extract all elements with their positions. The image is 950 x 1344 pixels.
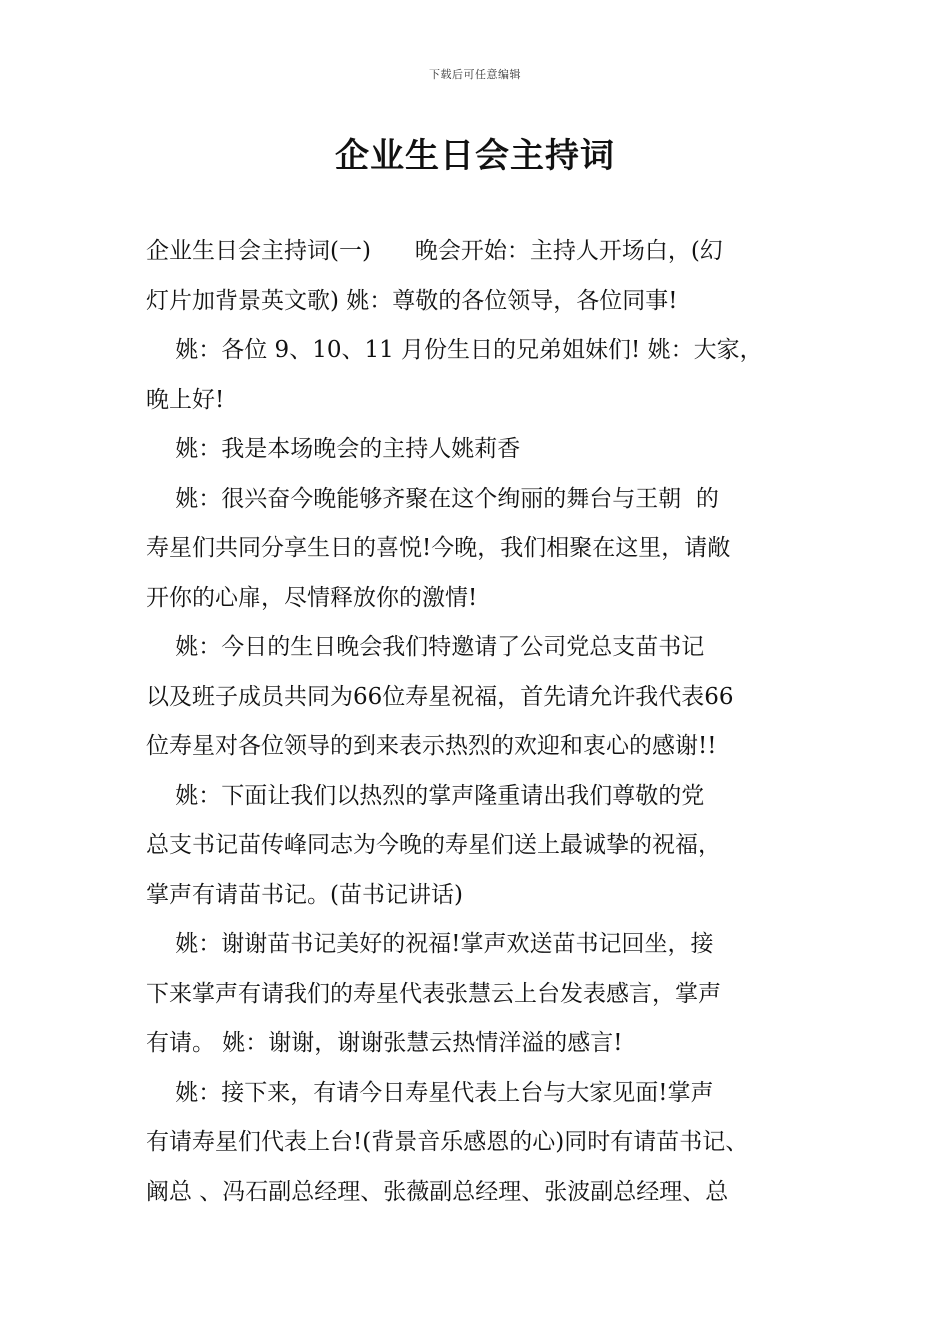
body-line: 下来掌声有请我们的寿星代表张慧云上台发表感言，掌声	[146, 980, 721, 1007]
body-line: 总支书记苗传峰同志为今晚的寿星们送上最诚挚的祝福，	[146, 832, 721, 858]
body-line: 掌声有请苗书记。(苗书记讲话)	[146, 881, 463, 908]
header-note: 下载后可任意编辑	[429, 68, 521, 81]
body-line: 姚：各位 9、10、11 月份生日的兄弟姐妹们! 姚：大家，	[146, 337, 763, 363]
body-line: 有请寿星们代表上台!(背景音乐感恩的心)同时有请苗书记、	[146, 1129, 749, 1155]
document-title: 企业生日会主持词	[335, 136, 615, 176]
body-line: 有请。 姚：谢谢，谢谢张慧云热情洋溢的感言!	[146, 1030, 623, 1056]
body-line: 寿星们共同分享生日的喜悦!今晚，我们相聚在这里，请敞	[146, 535, 731, 561]
body-line: 以及班子成员共同为66位寿星祝福，首先请允许我代表66	[146, 683, 734, 710]
body-line: 姚：我是本场晚会的主持人姚莉香	[146, 436, 521, 462]
body-line: 姚：下面让我们以热烈的掌声隆重请出我们尊敬的党	[146, 782, 705, 809]
body-line: 灯片加背景英文歌) 姚：尊敬的各位领导，各位同事!	[146, 287, 678, 314]
body-line: 企业生日会主持词(一) 晚会开始：主持人开场白，(幻	[146, 238, 723, 264]
body-line: 开你的心扉，尽情释放你的激情!	[146, 584, 478, 611]
body-line: 阚总 、冯石副总经理、张薇副总经理、张波副总经理、总	[146, 1178, 729, 1205]
body-line: 姚：接下来，有请今日寿星代表上台与大家见面!掌声	[146, 1079, 714, 1106]
body-line: 位寿星对各位领导的到来表示热烈的欢迎和衷心的感谢!!	[146, 733, 717, 759]
document-body	[146, 227, 836, 1217]
body-line: 姚：很兴奋今晚能够齐聚在这个绚丽的舞台与王朝 的	[146, 485, 719, 512]
body-line: 姚：今日的生日晚会我们特邀请了公司党总支苗书记	[146, 634, 705, 660]
body-line: 晚上好!	[146, 386, 225, 413]
body-line: 姚：谢谢苗书记美好的祝福!掌声欢送苗书记回坐，接	[146, 931, 714, 957]
